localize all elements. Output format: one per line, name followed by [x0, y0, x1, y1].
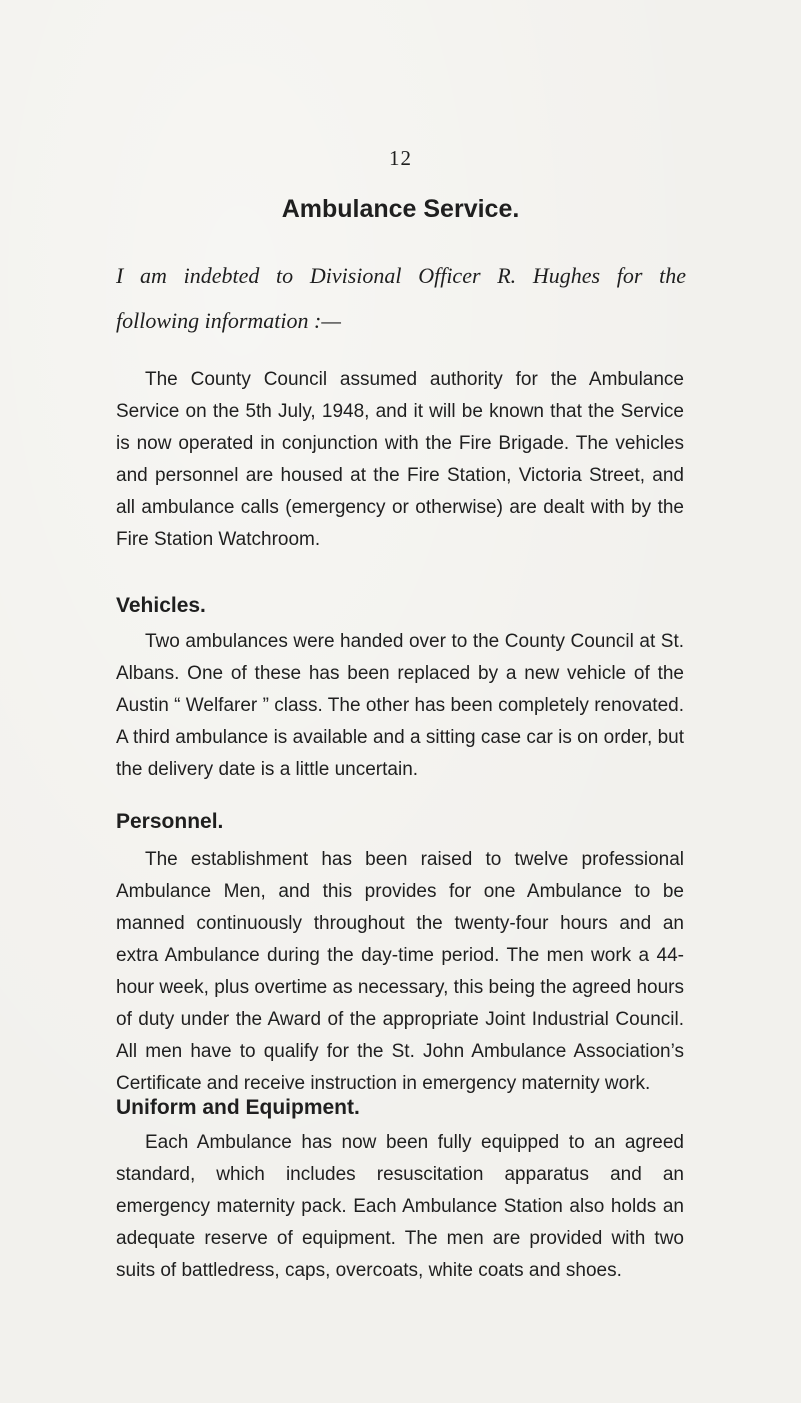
page-title: Ambulance Service. — [281, 195, 520, 223]
page-number: 12 — [389, 146, 412, 170]
paragraph-authority — [116, 364, 684, 556]
intro-statement — [116, 253, 686, 343]
paragraph-text: The County Council assumed authority for the Ambulance Service on the 5th July, 1948, and it will be known that the Service is now operated in conjunction with the Fire Brigade. The vehicles and personnel are housed at the Fire Station, Victoria Street, and all ambulance calls (emergency or otherwise) are dealt with by the Fire Station Watchroom. — [116, 369, 684, 550]
intro-line-1: I am indebted to Divisional Officer R. Hughes for the — [116, 263, 686, 288]
paragraph-text: The establishment has been raised to twelve professional Ambulance Men, and this provides for one Ambulance to be manned continuously throughout the twenty-four hours and an extra Ambulance during the day-time period. The men work a 44-hour week, plus overtime as necessary, this being the agreed hours of duty under the Award of the appropriate Joint Industrial Council. All men have to qualify for the St. John Ambulance Association’s Certificate and receive instruction in emergency maternity work. — [116, 849, 684, 1094]
section-body-uniform-equipment — [116, 1127, 684, 1287]
section-heading-uniform-equipment: Uniform and Equipment. — [116, 1096, 360, 1119]
section-heading-vehicles: Vehicles. — [116, 594, 206, 617]
intro-line-2: following information :— — [116, 308, 341, 333]
section-body-vehicles — [116, 626, 684, 786]
paragraph-text: Two ambulances were handed over to the County Council at St. Albans. One of these has been replaced by a new vehicle of the Austin “ Welfarer ” class. The other has been completely renovated. A third ambulance is available and a sitting case car is on order, but the delivery date is a little uncertain. — [116, 631, 684, 780]
paragraph-text: Each Ambulance has now been fully equipped to an agreed standard, which includes resuscitation apparatus and an emergency maternity pack. Each Ambulance Station also holds an adequate reserve of equipment. The men are provided with two suits of battledress, caps, overcoats, white coats and shoes. — [116, 1132, 684, 1281]
section-heading-personnel: Personnel. — [116, 810, 224, 833]
section-body-personnel — [116, 844, 684, 1100]
